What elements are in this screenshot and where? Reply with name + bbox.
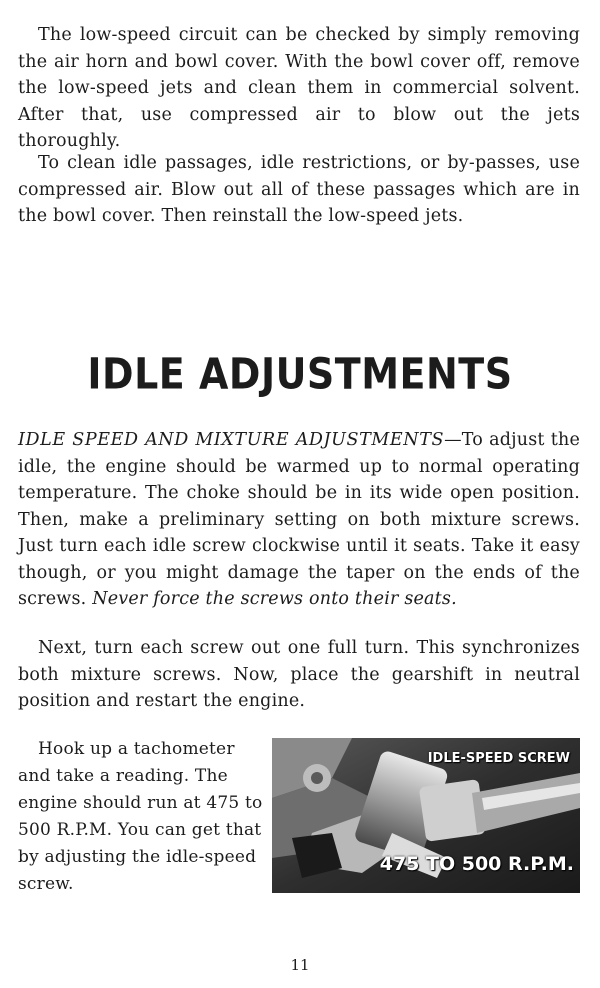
emphasis-warning: Never force the screws onto their seats. bbox=[92, 589, 457, 609]
paragraph-idle-speed-mixture bbox=[18, 427, 580, 613]
paragraph-body: —To adjust the idle, the engine should be warmed up to normal operating temperature. The choke should be in its wide open position. Then, make a preliminary setting on both mixture screws. Just turn each idle screw clockwise until it seats. Take it easy though, or you might damage the taper on the ends of the screws. bbox=[18, 430, 580, 609]
caption-idle-speed-screw: IDLE-SPEED SCREW bbox=[427, 751, 570, 766]
section-heading: IDLE ADJUSTMENTS bbox=[87, 349, 513, 399]
paragraph-low-speed-circuit: The low-speed circuit can be checked by simply removing the air horn and bowl cover. With the bowl cover off, remove the low-speed jets and clean them in commercial solvent. After that, use compressed air to blow out the jets thoroughly. bbox=[18, 25, 580, 151]
page-number: 11 bbox=[290, 956, 310, 974]
run-in-heading: IDLE SPEED AND MIXTURE ADJUSTMENTS bbox=[18, 430, 445, 450]
paragraph-idle-passages: To clean idle passages, idle restrictions, or by-passes, use compressed air. Blow out all of these passages which are in the bowl cover. Then reinstall the low-speed jets. bbox=[18, 153, 580, 226]
caption-rpm-range: 475 TO 500 R.P.M. bbox=[379, 853, 574, 875]
paragraph-synchronize-screws: Next, turn each screw out one full turn. This synchronizes both mixture screws. Now, place the gearshift in neutral position and restart the engine. bbox=[18, 638, 580, 711]
carburetor-photo bbox=[272, 738, 580, 893]
paragraph-tachometer: Hook up a tachometer and take a reading. The engine should run at 475 to 500 R.P.M. You can get that by adjusting the idle-speed screw. bbox=[18, 739, 263, 894]
